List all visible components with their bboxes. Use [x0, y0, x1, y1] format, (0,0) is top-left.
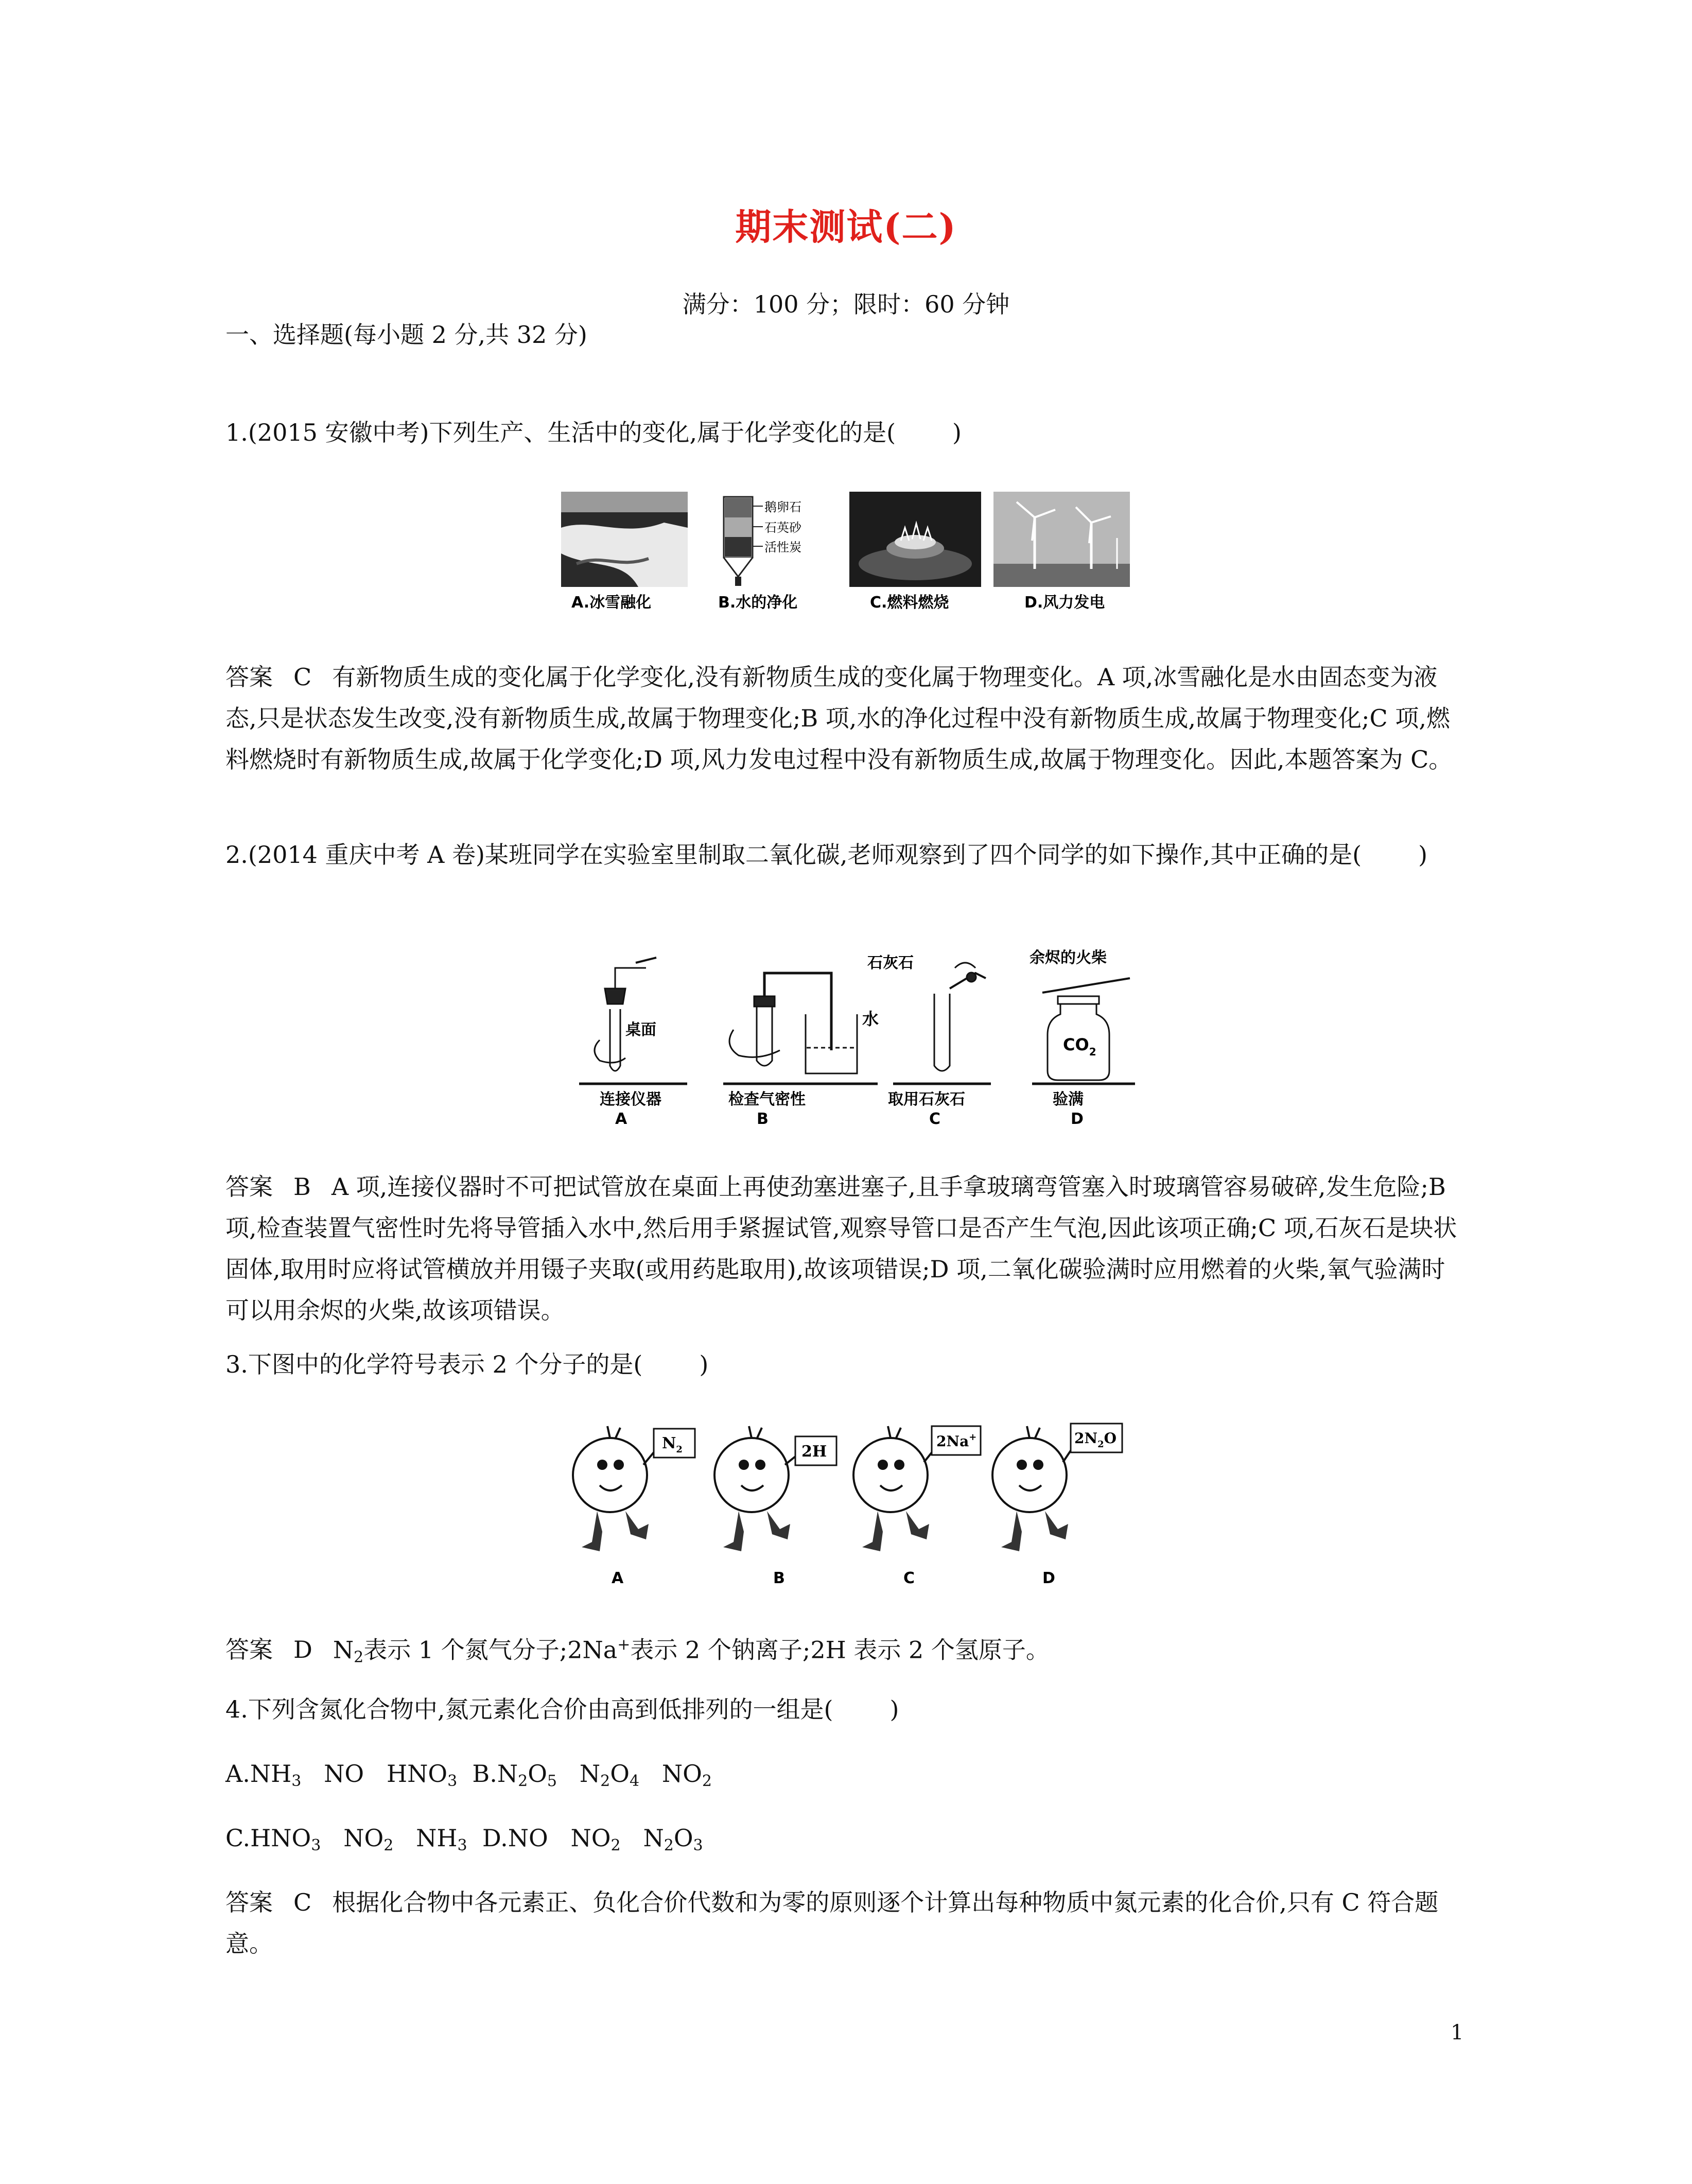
- q2-stem: 2.(2014 重庆中考 A 卷)某班同学在实验室里制取二氧化碳,老师观察到了四个同学的如下操作,其中正确的是( ): [225, 841, 1428, 869]
- q1-caption-b: B.水的净化: [718, 594, 798, 612]
- q3-letter-a: A: [612, 1569, 624, 1587]
- take-limestone-illustration: [893, 963, 991, 1084]
- q1-stem: 1.(2015 安徽中考)下列生产、生活中的变化,属于化学变化的是( ): [225, 419, 962, 446]
- q1-caption-a: A.冰雪融化: [571, 594, 652, 612]
- fig-label-sand: 石英砂: [764, 521, 801, 535]
- q1-figure: [561, 492, 1138, 615]
- svg-text:2N2O: $2N_2O$: [1074, 1430, 1117, 1450]
- exam-info: 满分：100 分；限时：60 分钟: [682, 290, 1010, 318]
- q2-letter-c: C: [929, 1110, 941, 1128]
- check-airtightness-illustration: [723, 973, 878, 1084]
- q2-figure: [579, 947, 1145, 1128]
- svg-text:2H: 2H: [801, 1443, 827, 1461]
- molecule-character-a: [573, 1426, 695, 1551]
- q2-caption-a: 连接仪器: [600, 1090, 661, 1108]
- fig-label-water: 水: [862, 1009, 879, 1029]
- q2-answer: 答案 B A 项,连接仪器时不可把试管放在桌面上再使劲塞进塞子,且手拿玻璃弯管塞入时玻璃管容易破碎,发生危险;B 项,检查装置气密性时先将导管插入水中,然后用手紧握试管,观察导管口是否产生气泡,因此该项正确;C 项,石灰石是块状固体,取用时应将试管横放并用镊子夹取(或用药匙取用),故该项错误;D 项,二氧化碳验满时应用燃着的火柴,氧气验满时可以用余烬的火柴,故该项错误。: [225, 1173, 1457, 1324]
- water-filter-illustration: [724, 497, 802, 586]
- q2-letter-d: D: [1071, 1110, 1084, 1128]
- q4-stem: 4.下列含氮化合物中,氮元素化合价由高到低排列的一组是( ): [225, 1695, 899, 1723]
- q3-letter-b: B: [773, 1569, 785, 1587]
- svg-text:2Na+: 2Na+: [936, 1432, 977, 1450]
- q4-options-ab: $A.NH_3$ NO $HNO_3$ $B.N_2O_5$ $N_2O_4$ $NO_2$: [225, 1760, 712, 1790]
- svg-text:N2: $N_2$: [662, 1434, 683, 1455]
- molecule-character-c: [853, 1426, 981, 1551]
- fig-label-limestone: 石灰石: [867, 954, 914, 972]
- fig-label-desk: 桌面: [625, 1021, 656, 1039]
- q2-caption-c: 取用石灰石: [888, 1090, 965, 1108]
- q4-options-cd: $C.HNO_3$ $NO_2$ $NH_3$ D.NO $NO_2$ $N_2O_3$: [225, 1824, 703, 1854]
- wind-turbines-photo: [993, 492, 1130, 587]
- q2-caption-b: 检查气密性: [728, 1090, 806, 1108]
- molecule-character-b: [714, 1426, 836, 1551]
- fig-label-carbon: 活性炭: [764, 540, 801, 554]
- q3-stem: 3.下图中的化学符号表示 2 个分子的是( ): [225, 1350, 709, 1378]
- page-number: 1: [1451, 2021, 1464, 2044]
- q1-caption-d: D.风力发电: [1024, 594, 1105, 612]
- section-heading: 一、选择题(每小题 2 分,共 32 分): [225, 321, 587, 349]
- q1-caption-c: C.燃料燃烧: [870, 594, 949, 612]
- q3-answer: 答案 D $N_2$表示 1 个氮气分子;2Na+表示 2 个钠离子;2H 表示 2 个氢原子。: [225, 1636, 1050, 1667]
- page-title: 期末测试(二): [735, 205, 957, 248]
- q1-answer: 答案 C 有新物质生成的变化属于化学变化,没有新物质生成的变化属于物理变化。A 项,冰雪融化是水由固态变为液态,只是状态发生改变,没有新物质生成,故属于物理变化;B 项,水的净化过程中没有新物质生成,故属于物理变化;C 项,燃料燃烧时有新物质生成,故属于化学变化;D 项,风力发电过程中没有新物质生成,故属于物理变化。因此,本题答案为 C。: [225, 663, 1453, 773]
- co2-full-test-illustration: [1032, 978, 1135, 1084]
- gas-burner-photo: [849, 492, 981, 587]
- q3-letter-c: C: [903, 1569, 915, 1587]
- q2-letter-a: A: [615, 1110, 627, 1128]
- ice-melting-photo: [561, 492, 688, 587]
- q3-figure: [561, 1418, 1143, 1593]
- q2-caption-d: 验满: [1053, 1090, 1084, 1108]
- fig-label-pebble: 鹅卵石: [764, 500, 801, 514]
- molecule-character-d: [992, 1424, 1122, 1551]
- q3-letter-d: D: [1042, 1569, 1055, 1587]
- q4-answer: 答案 C 根据化合物中各元素正、负化合价代数和为零的原则逐个计算出每种物质中氮元素的化合价,只有 C 符合题意。: [225, 1888, 1439, 1957]
- fig-label-match: 余烬的火柴: [1030, 949, 1107, 967]
- fig-label-co2: $CO_2$: [1063, 1035, 1096, 1058]
- q2-letter-b: B: [757, 1110, 769, 1128]
